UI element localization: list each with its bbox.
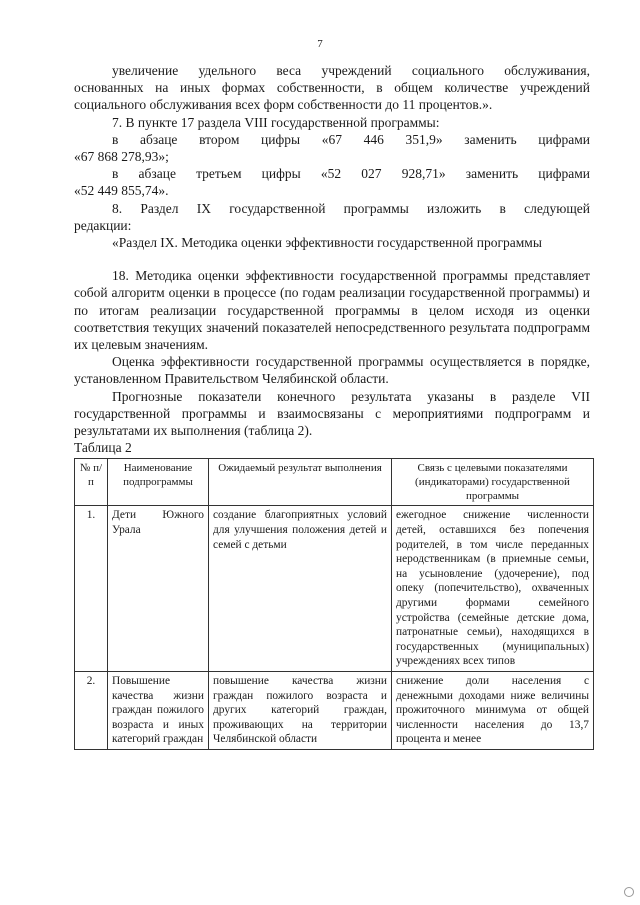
- cell-num: 2.: [75, 672, 108, 750]
- table-header-row: [75, 459, 594, 506]
- header-link: Связь с целевыми показателями (индикаторами) государственной программы: [392, 459, 594, 506]
- paragraph-line: увеличение удельного веса учреждений социального обслуживания,: [112, 63, 590, 78]
- paragraph-line: в абзаце втором цифры «67 446 351,9» заменить цифрами: [112, 131, 590, 147]
- cell-result: создание благоприятных условий для улучшения положения детей и семей с детьми: [209, 506, 392, 672]
- paragraph-line: социального обслуживания всех форм собственности до 11 процентов.».: [74, 97, 493, 113]
- cell-result: повышение качества жизни граждан пожилого возраста и других категорий граждан, проживающих на территории Челябинской области: [209, 672, 392, 750]
- results-table: [74, 458, 594, 750]
- paragraph: Прогнозные показатели конечного результата указаны в разделе VII государственной программы и взаимосвязаны с мероприятиями подпрограмм и результатами их выполнения (таблица 2).: [74, 388, 590, 439]
- paragraph-item-8: 8. Раздел IX государственной программы изложить в следующей: [112, 200, 590, 216]
- paragraph-item-7: 7. В пункте 17 раздела VIII государственной программы:: [112, 114, 440, 130]
- paragraph-line: основанных на иных формах собственности, в общем количестве учреждений: [74, 80, 590, 96]
- section-title: «Раздел IX. Методика оценки эффективности государственной программы: [112, 235, 542, 251]
- scan-mark: [624, 887, 634, 897]
- table-row: [75, 506, 594, 672]
- paragraph-line: «52 449 855,74».: [74, 183, 169, 199]
- cell-link: ежегодное снижение численности детей, оставшихся без попечения родителей, в том числе переданных неродственникам (в приемные семьи, на усыновление (удочерение), под опеку (попечительство), охваченных другими формами семейного устройства (семейные детские дома, патронатные семьи), находящихся в государственных (муниципальных) учреждениях всех типов: [392, 506, 594, 672]
- paragraph-line: «67 868 278,93»;: [74, 149, 169, 165]
- table-row: [75, 672, 594, 750]
- document-body: [74, 62, 590, 750]
- cell-link: снижение доли населения с денежными доходами ниже величины прожиточного минимума от общей численности населения до 13,7 процента и менее: [392, 672, 594, 750]
- cell-name: Повышение качества жизни граждан пожилого возраста и иных категорий граждан: [108, 672, 209, 750]
- header-num: № п/п: [75, 459, 108, 506]
- paragraph-line: в абзаце третьем цифры «52 027 928,71» заменить цифрами: [112, 166, 590, 182]
- header-result: Ожидаемый результат выполнения: [209, 459, 392, 506]
- table-caption: Таблица 2: [74, 440, 132, 456]
- page-number: 7: [317, 38, 323, 50]
- paragraph-18: 18. Методика оценки эффективности государственной программы представляет собой алгоритм оценки в процессе (по годам реализации государственной программы) и по итогам реализации государственной программы в целом исходя из оценки соответствия текущих значений показателей непосредственного результата подпрограмм их целевым значениям.: [74, 268, 590, 353]
- paragraph: Оценка эффективности государственной программы осуществляется в порядке, установленном Правительством Челябинской области.: [74, 354, 590, 387]
- cell-name: Дети Южного Урала: [108, 506, 209, 672]
- header-name: Наименование подпрограммы: [108, 459, 209, 506]
- paragraph-line: редакции:: [74, 217, 132, 233]
- cell-num: 1.: [75, 506, 108, 672]
